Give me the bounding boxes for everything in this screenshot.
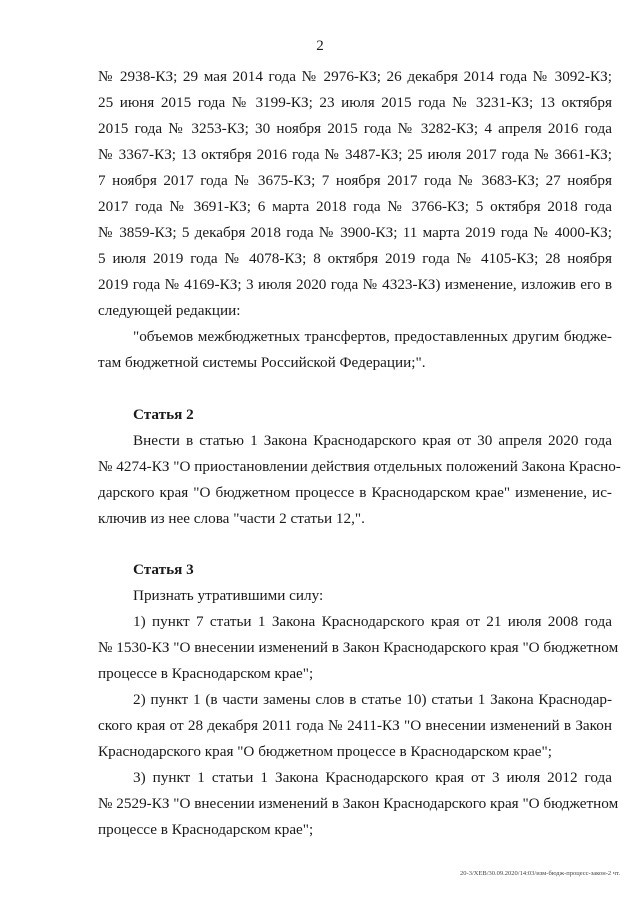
text-line: следующей редакции: [98,302,241,319]
text-line: № 3367-КЗ; 13 октября 2016 года № 3487-КЗ; 25 июля 2017 года № 3661-КЗ; [98,146,612,163]
article-3-heading: Статья 3 [133,561,194,578]
text-line: 1) пункт 7 статьи 1 Закона Краснодарского края от 21 июля 2008 года [133,613,612,630]
text-line: 25 июня 2015 года № 3199-КЗ; 23 июля 2015 года № 3231-КЗ; 13 октября [98,94,612,111]
quote-line: "объемов межбюджетных трансфертов, предоставленных другим бюдже- [133,328,612,345]
text-line: ского края от 28 декабря 2011 года № 2411-КЗ "О внесении изменений в Закон [98,717,612,734]
text-line: процессе в Краснодарском крае"; [98,665,314,682]
text-line: Признать утратившими силу: [133,587,324,604]
text-line: Краснодарского края "О бюджетном процессе в Краснодарском крае"; [98,743,552,760]
text-line: № 2529-КЗ "О внесении изменений в Закон Краснодарского края "О бюджетном [98,795,619,812]
text-line: 3) пункт 1 статьи 1 Закона Краснодарского края от 3 июля 2012 года [133,769,612,786]
text-line: № 4274-КЗ "О приостановлении действия отдельных положений Закона Красно- [98,458,621,475]
text-line: № 1530-КЗ "О внесении изменений в Закон Краснодарского края "О бюджетном [98,639,619,656]
footer-file-reference: 20-3/XEB/30.09.2020/14:03/изм-бюдж-процесс-закон-2 чт. [460,870,620,877]
text-line: дарского края "О бюджетном процессе в Краснодарском крае" изменение, ис- [98,484,612,501]
text-line: 2019 года № 4169-КЗ; 3 июля 2020 года № 4323-КЗ) изменение, изложив его в [98,276,612,293]
text-line: № 3859-КЗ; 5 декабря 2018 года № 3900-КЗ; 11 марта 2019 года № 4000-КЗ; [98,224,612,241]
text-line: процессе в Краснодарском крае"; [98,821,314,838]
text-line: № 2938-КЗ; 29 мая 2014 года № 2976-КЗ; 26 декабря 2014 года № 3092-КЗ; [98,68,612,85]
text-line: Внести в статью 1 Закона Краснодарского края от 30 апреля 2020 года [133,432,612,449]
text-line: 2015 года № 3253-КЗ; 30 ноября 2015 года № 3282-КЗ; 4 апреля 2016 года [98,120,612,137]
page-number: 2 [316,38,324,54]
text-line: 7 ноября 2017 года № 3675-КЗ; 7 ноября 2017 года № 3683-КЗ; 27 ноября [98,172,612,189]
article-2-heading: Статья 2 [133,406,194,423]
text-line: 5 июля 2019 года № 4078-КЗ; 8 октября 2019 года № 4105-КЗ; 28 ноября [98,250,612,267]
quote-line: там бюджетной системы Российской Федерации;". [98,354,426,371]
text-line: 2) пункт 1 (в части замены слов в статье 10) статьи 1 Закона Краснодар- [133,691,612,708]
text-line: ключив из нее слова "части 2 статьи 12,". [98,510,365,527]
text-line: 2017 года № 3691-КЗ; 6 марта 2018 года № 3766-КЗ; 5 октября 2018 года [98,198,612,215]
